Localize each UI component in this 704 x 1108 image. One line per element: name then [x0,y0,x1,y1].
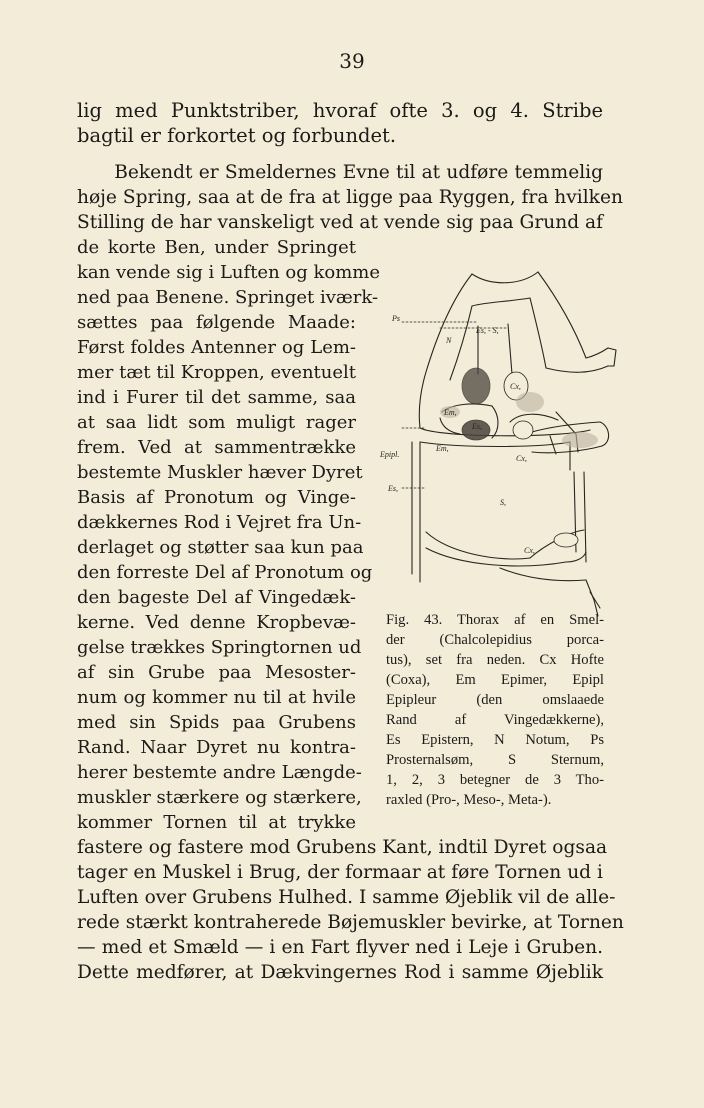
figure-caption-line: Fig. 43. Thorax af en Smel- [386,612,604,628]
body-text-line: kan vende sig i Luften og komme [77,262,381,283]
figure-label-ps: Ps [392,314,400,323]
thorax-illustration [380,262,624,620]
body-text-line: kommer Tornen til at trykke [77,812,356,833]
body-text-line: Rand. Naar Dyret nu kontra- [77,737,356,758]
figure-caption-line: 1, 2, 3 betegner de 3 Tho- [386,772,604,788]
figure-label-es-s: Es, - S, [476,326,499,335]
body-text-line: Stilling de har vanskeligt ved at vende sig paa Grund af [77,212,603,233]
body-text-line: høje Spring, saa at de fra at ligge paa Ryggen, fra hvilken [77,187,623,208]
body-text-line: num og kommer nu til at hvile [77,687,356,708]
body-text-line: Dette medfører, at Dækvingernes Rod i samme Øjeblik [77,962,603,983]
body-text-line: den bageste Del af Vingedæk- [77,587,356,608]
figure-caption-line: der (Chalcolepidius porca- [386,632,604,648]
body-text-line: lig med Punktstriber, hvoraf ofte 3. og 4. Stribe [77,99,603,122]
body-text-line: — med et Smæld — i en Fart flyver ned i Leje i Gruben. [77,937,603,958]
body-text-line: derlaget og støtter saa kun paa [77,537,364,558]
figure-label-epipl: Epipl. [380,450,400,459]
body-text-line: den forreste Del af Pronotum og [77,562,373,583]
body-text-line: ned paa Benene. Springet iværk- [77,287,379,308]
page-number: 39 [339,49,365,73]
figure-label-n: N [446,336,452,345]
figure-caption-line: Rand af Vingedækkerne), [386,712,604,728]
body-text-line: Luften over Grubens Hulhed. I samme Øjeblik vil de alle- [77,887,616,908]
body-text-line: fastere og fastere mod Grubens Kant, indtil Dyret ogsaa [77,837,608,858]
thorax-drawing [380,262,624,620]
body-text-line: at saa lidt som muligt rager [77,412,356,433]
figure-label-cx3: Cx, [524,546,535,555]
body-text-line: sættes paa følgende Maade: [77,312,356,333]
body-text-line: med sin Spids paa Grubens [77,712,356,733]
body-text-line: ind i Furer til det samme, saa [77,387,356,408]
figure-caption-line: Prosternalsøm, S Sternum, [386,752,604,768]
body-text-line: tager en Muskel i Brug, der formaar at føre Tornen ud i [77,862,603,883]
body-text-line: Bekendt er Smeldernes Evne til at udføre temmelig [77,162,603,183]
figure-caption-line: (Coxa), Em Epimer, Epipl [386,672,604,688]
figure-caption-line: Epipleur (den omslaaede [386,692,604,708]
body-text-line: rede stærkt kontraherede Bøjemuskler bevirke, at Tornen [77,912,624,933]
body-text-line: af sin Grube paa Mesoster- [77,662,356,683]
figure-caption-line: Es Epistern, N Notum, Ps [386,732,604,748]
body-text-line: mer tæt til Kroppen, eventuelt [77,362,356,383]
figure-caption-line: tus), set fra neden. Cx Hofte [386,652,604,668]
figure-label-es3: Es, [388,484,398,493]
figure-label-cx2: Cx, [516,454,527,463]
figure-label-s3: S, [500,498,506,507]
body-text-line: herer bestemte andre Længde- [77,762,362,783]
body-text-line: muskler stærkere og stærkere, [77,787,362,808]
figure-label-em2: Em, [436,444,449,453]
body-text-line: frem. Ved at sammentrække [77,437,356,458]
figure-caption-line: raxled (Pro-, Meso-, Meta-). [386,792,552,808]
body-text-line: gelse trækkes Springtornen ud [77,637,362,658]
figure-label-cx1: Cx, [510,382,521,391]
body-text-line: Først foldes Antenner og Lem- [77,337,356,358]
body-text-line: bestemte Muskler hæver Dyret [77,462,363,483]
body-text-line: dækkernes Rod i Vejret fra Un- [77,512,362,533]
body-text-line: de korte Ben, under Springet [77,237,356,258]
figure-label-es2: Es, [472,422,482,431]
body-text-line: bagtil er forkortet og forbundet. [77,124,397,147]
body-text-line: Basis af Pronotum og Vinge- [77,487,356,508]
figure-label-em1: Em, [444,408,457,417]
body-text-line: kerne. Ved denne Kropbevæ- [77,612,356,633]
